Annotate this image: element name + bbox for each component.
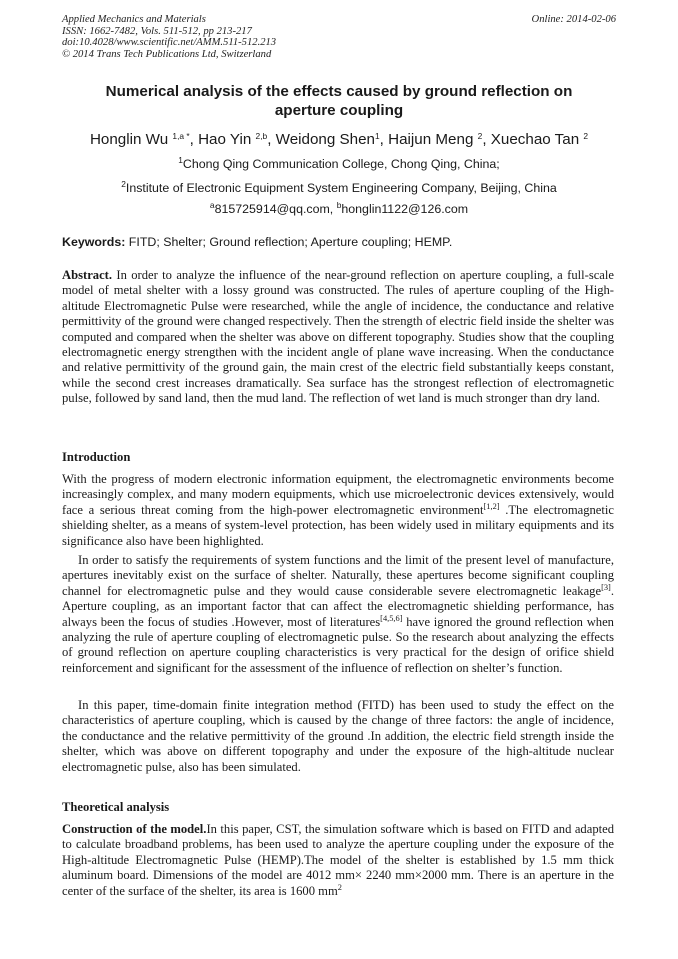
paragraph-text: In this paper, CST, the simulation software which is based on FITD and adapted to calculate broadband problems, has been used to analyze the aperture coupling under the exposure of the High-altitude Electromagnetic Pulse (HEMP).The model of the shelter is established by 1.5 mm thick aluminum board. Dimensions of the model are 4012 mm× 2240 mm×2000 mm. There is an aperture in the center of the surface of the shelter, its area is 1600 mm xyxy=(62,822,615,898)
paragraph-text: In this paper, time-domain finite integration method (FITD) has been used to study the effect on the characteristics of aperture coupling, which is caused by the change of three factors: the angle of incidence, the conductance and the relative permittivity of the ground .In addition, the electric field strength inside the shelter, which was above on different topography and under the exposure of the high-altitude nuclear electromagnetic pulse, also has been simulated. xyxy=(62,698,614,774)
author-name: Hao Yin xyxy=(198,131,252,148)
unit-exponent: 2 xyxy=(337,882,342,892)
introduction-paragraph-3 xyxy=(62,698,614,775)
affiliation-text: Institute of Electronic Equipment System Engineering Company, Beijing, China xyxy=(125,181,557,195)
paragraph-text: have ignored the ground reflection when analyzing the rule of aperture coupling of electromagnetic pulse. So the research about analyzing the effects of ground reflection on aperture coupling characteristics is very practical for the design of orifice shield reinforcement and significant for the assessment of the influence of reflection on shelter’s function. xyxy=(62,614,614,675)
author-affil-mark: 2,b xyxy=(255,131,268,141)
author-name: Weidong Shen xyxy=(275,131,375,148)
author-emails xyxy=(40,201,638,217)
author-separator: , xyxy=(482,131,491,148)
author-name: Haijun Meng xyxy=(388,131,474,148)
citation-ref: [1,2] xyxy=(483,501,500,511)
paragraph-text: . Aperture coupling, as an important factor that can affect the electromagnetic shielding performance, has always been the focus of studies .However, most of literatures xyxy=(62,583,614,629)
model-construction-paragraph xyxy=(62,822,614,899)
introduction-paragraph-1 xyxy=(62,472,614,549)
author-affil-mark: 1,a * xyxy=(172,131,190,141)
copyright-line: © 2014 Trans Tech Publications Ltd, Switzerland xyxy=(62,48,272,60)
author-affil-mark: 1 xyxy=(375,131,380,141)
author-separator: , xyxy=(267,131,276,148)
author-list xyxy=(40,130,638,150)
author-affil-mark: 2 xyxy=(583,131,589,141)
subsection-label: Construction of the model. xyxy=(62,822,207,836)
email-mark: a xyxy=(209,200,215,210)
email-address: 815725914@qq.com, xyxy=(214,202,337,216)
affiliation-1 xyxy=(40,156,638,172)
affiliation-2 xyxy=(40,180,638,196)
abstract-text: In order to analyze the influence of the near-ground reflection on aperture coupling, a full-scale model of metal shelter with a lossy ground was constructed. The rules of aperture coupling of the High-altitude Electromagnetic Pulse were researched, while the angle of incidence, the conductance and relative permittivity of the ground were changed respectively. Then the strength of electric field inside the shelter was computed and compared when the shelter was above on different topography. Studies show that the coupling electromagnetic energy strengthen with the incident angle of plane wave increasing. When the conductance and relative permittivity of the ground gain, the main crest of the electric field substantially keeps constant, while the second crest increases dramatically. Sea surface has the strongest reflection of electromagnetic pulse, followed by sand land, then the mud land. The reflection of wet land is much stronger than dry land. xyxy=(62,268,614,406)
keywords-label: Keywords: xyxy=(62,235,126,249)
doi-line: doi:10.4028/www.scientific.net/AMM.511-512.213 xyxy=(62,37,277,49)
issn-line: ISSN: 1662-7482, Vols. 511-512, pp 213-217 xyxy=(62,25,252,37)
introduction-heading: Introduction xyxy=(62,450,131,464)
email-mark: b xyxy=(336,200,342,210)
author-affil-mark: 2 xyxy=(477,131,483,141)
affiliation-mark: 2 xyxy=(121,179,126,189)
citation-ref: [4,5,6] xyxy=(380,613,403,623)
paragraph-text: In order to satisfy the requirements of system functions and the limit of the present level of manufacture, apertures inevitably exist on the surface of shelter. Naturally, these apertures become significant coupling channel for electromagnetic pulse and they would cause considerable severe electromagnetic leakage xyxy=(62,553,614,598)
keywords-line xyxy=(62,235,622,250)
citation-ref: [3] xyxy=(601,582,611,592)
journal-name: Applied Mechanics and Materials xyxy=(62,14,206,25)
paragraph-text: With the progress of modern electronic information equipment, the electromagnetic environments become increasingly complex, and many modern equipments, which use microelectronic devices extensively, would face a serious threat coming from the high-power electromagnetic environment xyxy=(62,472,614,517)
theoretical-analysis-heading: Theoretical analysis xyxy=(62,800,170,814)
author-name: Xuechao Tan xyxy=(490,131,580,148)
journal-header xyxy=(62,14,616,60)
email-address: honglin1122@126.com xyxy=(341,202,469,216)
title-line-2: aperture coupling xyxy=(274,102,404,119)
paragraph-text: .The electromagnetic shielding shelter, as a means of system-level protection, has been widely used in military equipments and its significance also have been highlighted. xyxy=(62,502,614,548)
title-line-1: Numerical analysis of the effects caused by ground reflection on xyxy=(105,83,573,100)
author-name: Honglin Wu xyxy=(89,131,169,148)
affiliation-text: Chong Qing Communication College, Chong Qing, China; xyxy=(182,157,500,171)
affiliation-mark: 1 xyxy=(178,155,183,165)
author-separator: , xyxy=(379,131,389,148)
author-separator: , xyxy=(189,131,199,148)
paper-title xyxy=(70,82,608,120)
online-date: Online: 2014-02-06 xyxy=(531,14,616,25)
introduction-paragraph-2 xyxy=(62,553,614,676)
abstract-label: Abstract. xyxy=(62,268,113,282)
abstract-paragraph xyxy=(62,268,614,407)
keywords-text: FITD; Shelter; Ground reflection; Aperture coupling; HEMP. xyxy=(125,235,453,249)
